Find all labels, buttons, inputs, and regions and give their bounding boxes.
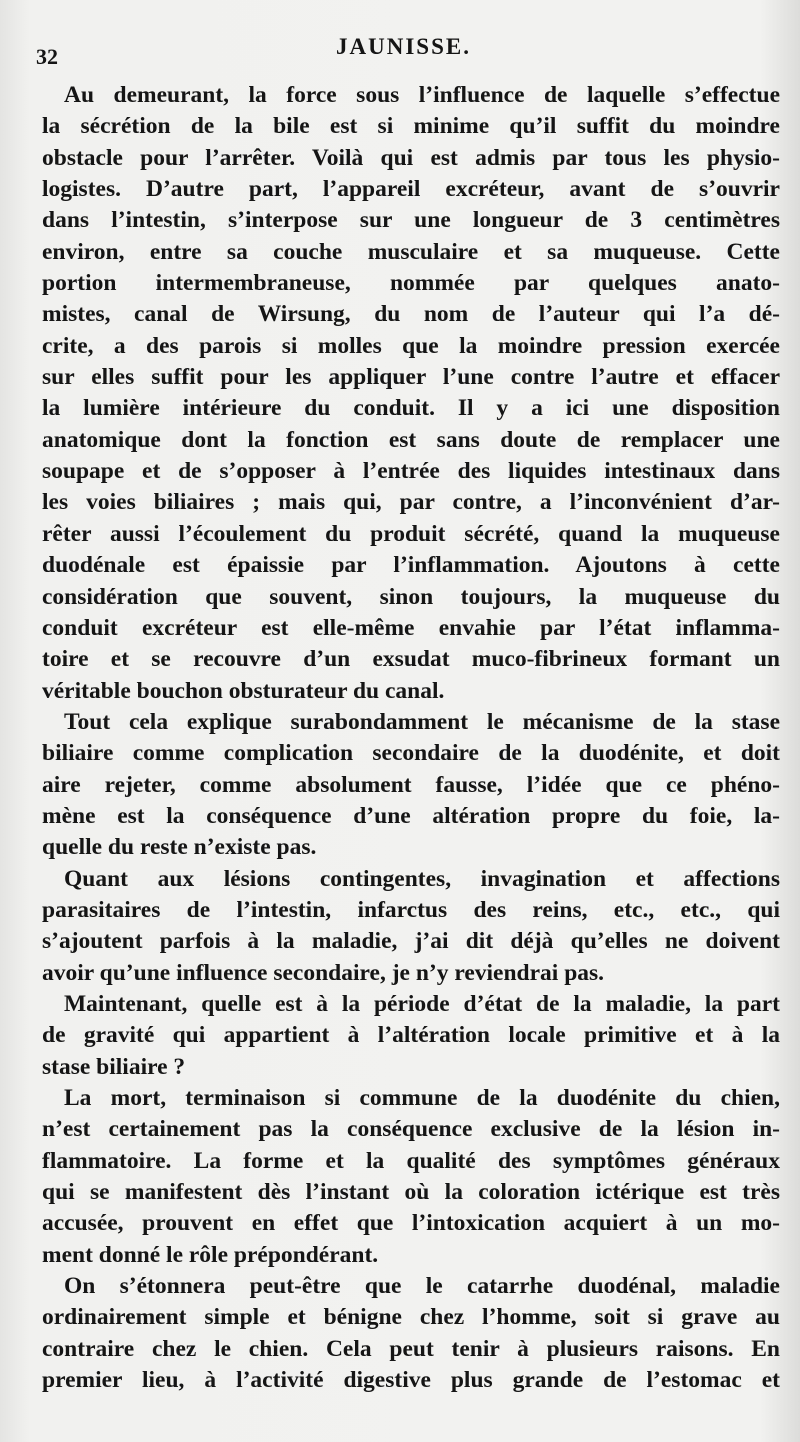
text-line: ordinairement simple et bénigne chez l’homme, soit si grave au — [42, 1304, 780, 1331]
text-line: La mort, terminaison si commune de la duodénite du chien, — [64, 1085, 780, 1111]
text-line: dans l’intestin, s’interpose sur une longueur de 3 centimètres — [42, 207, 780, 234]
text-line: crite, a des parois si molles que la moindre pression exercée — [42, 332, 780, 359]
text-line: qui se manifestent dès l’instant où la coloration ictérique est très — [42, 1179, 780, 1206]
text-line: accusée, prouvent en effet que l’intoxication acquiert à un mo- — [42, 1210, 780, 1237]
text-line: premier lieu, à l’activité digestive plus grande de l’estomac et — [42, 1367, 780, 1394]
text-line: soupape et de s’opposer à l’entrée des liquides intestinaux dans — [42, 458, 780, 485]
text-line: logistes. D’autre part, l’appareil excréteur, avant de s’ouvrir — [42, 176, 780, 203]
text-line: sur elles suffit pour les appliquer l’une contre l’autre et effacer — [42, 364, 780, 391]
running-head: JAUNISSE. — [336, 34, 471, 59]
text-line: considération que souvent, sinon toujours, la muqueuse du — [42, 583, 780, 610]
page-number: 32 — [36, 44, 58, 69]
text-line: stase biliaire ? — [42, 1053, 186, 1080]
text-line: flammatoire. La forme et la qualité des symptômes généraux — [42, 1147, 780, 1174]
text-line: Quant aux lésions contingentes, invagination et affections — [64, 865, 780, 892]
text-line: quelle du reste n’existe pas. — [42, 834, 317, 861]
text-line: biliaire comme complication secondaire de la duodénite, et doit — [42, 740, 780, 767]
text-line: rêter aussi l’écoulement du produit sécrété, quand la muqueuse — [42, 520, 780, 547]
text-line: Tout cela explique surabondamment le mécanisme de la stase — [64, 708, 780, 735]
text-line: On s’étonnera peut-être que le catarrhe duodénal, maladie — [64, 1273, 780, 1300]
text-line: mistes, canal de Wirsung, du nom de l’auteur qui l’a dé- — [42, 301, 780, 328]
text-line: toire et se recouvre d’un exsudat muco-fibrineux formant un — [42, 646, 780, 673]
text-line: de gravité qui appartient à l’altération locale primitive et à la — [42, 1022, 780, 1049]
text-line: la lumière intérieure du conduit. Il y a ici une disposition — [42, 395, 780, 422]
text-line: ment donné le rôle prépondérant. — [42, 1241, 379, 1268]
text-line: les voies biliaires ; mais qui, par contre, a l’inconvénient d’ar- — [42, 489, 780, 516]
text-line: mène est la conséquence d’une altération propre du foie, la- — [42, 802, 780, 829]
text-line: conduit excréteur est elle-même envahie par l’état inflamma- — [42, 614, 780, 641]
body-text — [42, 80, 780, 1396]
text-line: portion intermembraneuse, nommée par quelques anato- — [42, 270, 780, 297]
page-header — [36, 34, 766, 69]
text-line: la sécrétion de la bile est si minime qu’il suffit du moindre — [42, 113, 780, 140]
text-line: n’est certainement pas la conséquence exclusive de la lésion in- — [42, 1116, 780, 1143]
text-line: Maintenant, quelle est à la période d’état de la maladie, la part — [64, 990, 780, 1017]
text-line: anatomique dont la fonction est sans doute de remplacer une — [42, 426, 780, 453]
text-line: environ, entre sa couche musculaire et sa muqueuse. Cette — [42, 238, 780, 265]
text-line: avoir qu’une influence secondaire, je n’y reviendrai pas. — [42, 959, 605, 986]
text-line: aire rejeter, comme absolument fausse, l’idée que ce phéno- — [42, 771, 780, 798]
text-line: parasitaires de l’intestin, infarctus des reins, etc., etc., qui — [42, 896, 780, 923]
text-line: s’ajoutent parfois à la maladie, j’ai dit déjà qu’elles ne doivent — [42, 928, 780, 955]
text-line: contraire chez le chien. Cela peut tenir à plusieurs raisons. En — [42, 1335, 780, 1362]
text-line: Au demeurant, la force sous l’influence de laquelle s’effectue — [64, 82, 780, 108]
text-line: véritable bouchon obsturateur du canal. — [42, 677, 445, 704]
text-line: obstacle pour l’arrêter. Voilà qui est admis par tous les physio- — [42, 144, 780, 171]
text-line: duodénale est épaissie par l’inflammation. Ajoutons à cette — [42, 552, 780, 579]
